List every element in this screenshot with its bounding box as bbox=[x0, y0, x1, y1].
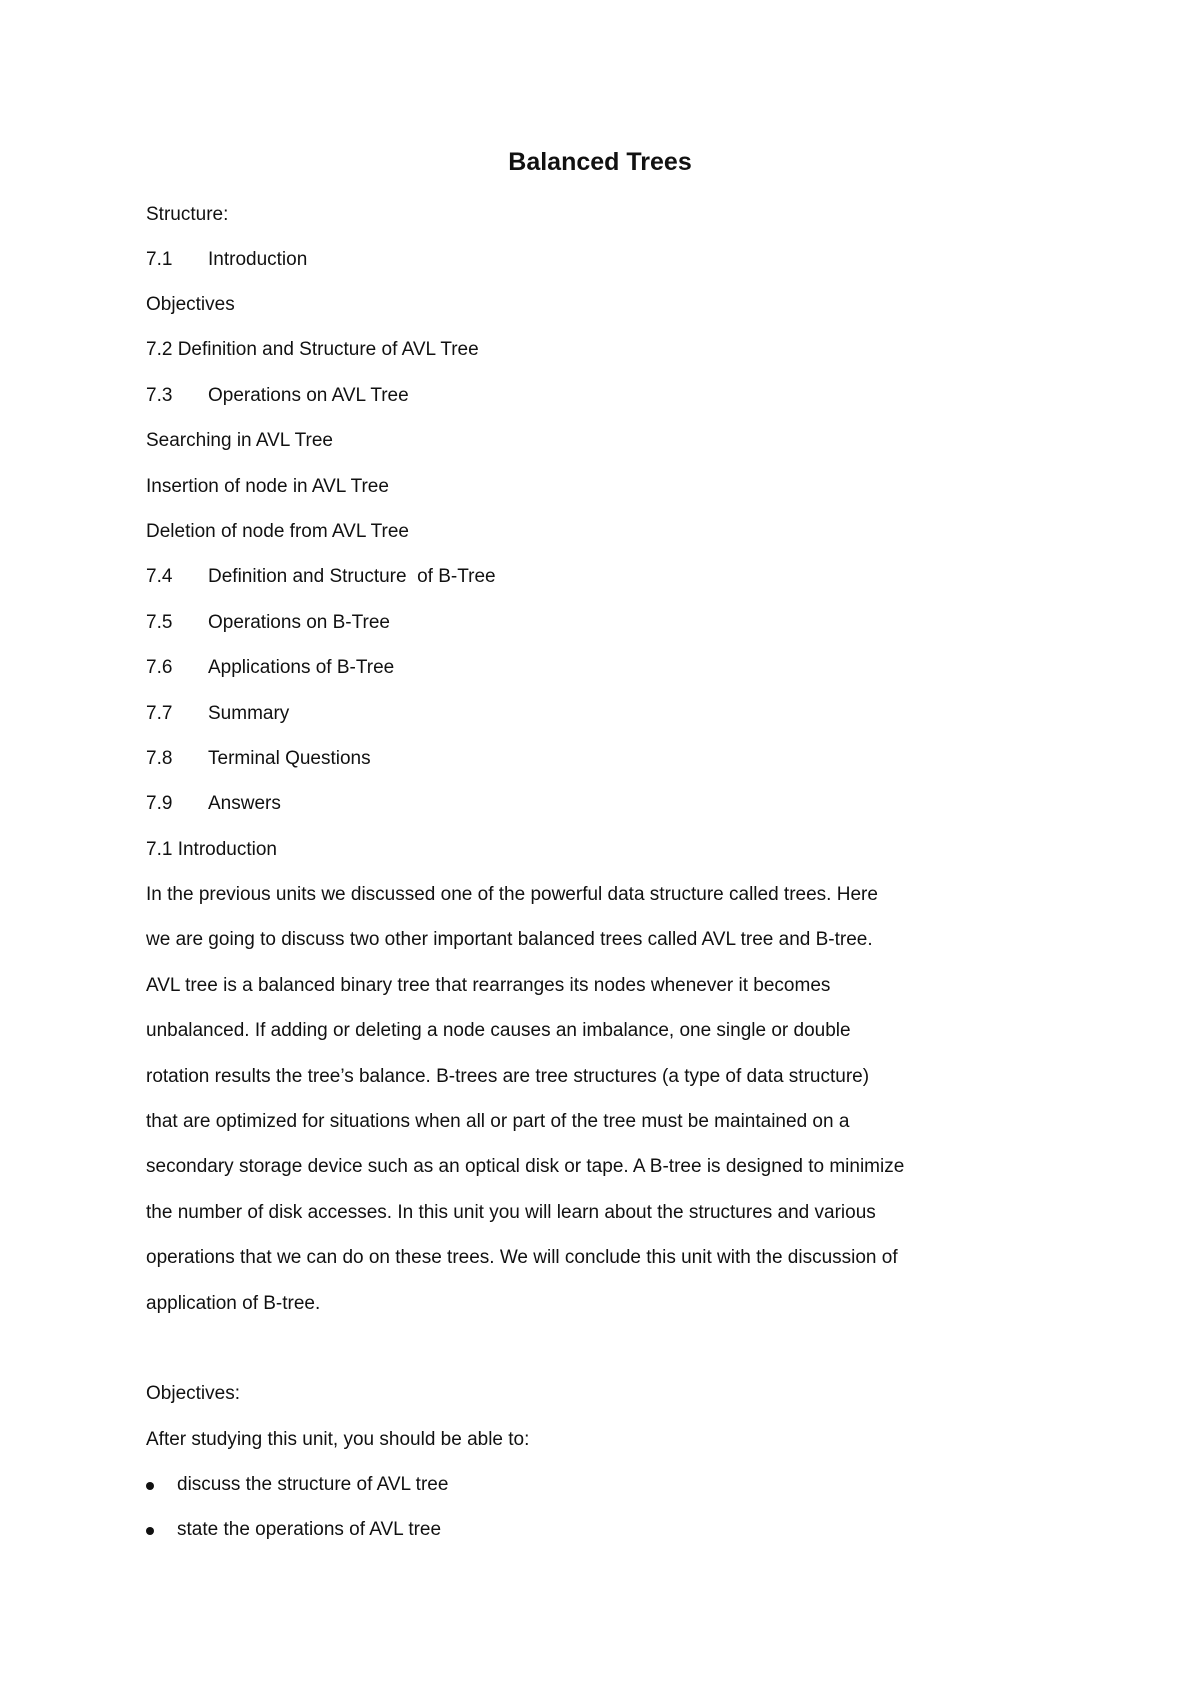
toc-text: Summary bbox=[208, 703, 290, 724]
toc-item bbox=[146, 611, 390, 635]
bullet-icon bbox=[146, 1527, 154, 1535]
toc-item bbox=[146, 747, 371, 771]
toc-text: Terminal Questions bbox=[208, 748, 371, 769]
objectives-heading: Objectives: bbox=[146, 1383, 240, 1404]
toc-number: 7.5 bbox=[146, 612, 173, 633]
list-item-text: state the operations of AVL tree bbox=[177, 1519, 442, 1540]
toc-text: Objectives bbox=[146, 294, 235, 315]
toc-text: 7.2 Definition and Structure of AVL Tree bbox=[146, 339, 479, 360]
toc-number: 7.3 bbox=[146, 385, 173, 406]
intro-paragraph: In the previous units we discussed one of the powerful data structure called trees. Here we are going to discuss two other important balanced trees called AVL tree and B-tree. AVL tree is a balanced binary tree that rearranges its nodes whenever it becomes unbalanced. If adding or deleting a node causes an imbalance, one single or double rotation results the tree’s balance. B-trees are tree structures (a type of data structure) that are optimized for situations when all or part of the tree must be maintained on a secondary storage device such as an optical disk or tape. A B-tree is designed to minimize the number of disk accesses. In this unit you will learn about the structures and various operations that we can do on these trees. We will conclude this unit with the discussion of application of B-tree. bbox=[146, 884, 905, 1314]
toc-text: Searching in AVL Tree bbox=[146, 430, 333, 451]
objectives-list bbox=[146, 1473, 448, 1563]
toc-item bbox=[146, 293, 235, 317]
toc-number: 7.7 bbox=[146, 703, 173, 724]
toc-number: 7.1 bbox=[146, 249, 173, 270]
toc-item bbox=[146, 384, 409, 408]
toc-item bbox=[146, 520, 409, 544]
list-item bbox=[146, 1473, 448, 1518]
toc-number: 7.8 bbox=[146, 748, 173, 769]
toc-item bbox=[146, 338, 479, 362]
toc-text: Operations on B-Tree bbox=[208, 612, 390, 633]
toc-text: Definition and Structure of B-Tree bbox=[208, 566, 496, 587]
toc-text: Applications of B-Tree bbox=[208, 657, 395, 678]
toc-item bbox=[146, 702, 289, 726]
list-item bbox=[146, 1518, 448, 1563]
page-title: Balanced Trees bbox=[508, 148, 692, 176]
toc-item bbox=[146, 248, 307, 272]
toc-number: 7.6 bbox=[146, 657, 173, 678]
toc-text: Answers bbox=[208, 793, 281, 814]
toc-number: 7.4 bbox=[146, 566, 173, 587]
toc-text: Operations on AVL Tree bbox=[208, 385, 409, 406]
toc-text: Introduction bbox=[208, 249, 308, 270]
toc-item bbox=[146, 475, 389, 499]
toc-item bbox=[146, 656, 394, 680]
toc-text: Deletion of node from AVL Tree bbox=[146, 521, 409, 542]
toc-item bbox=[146, 429, 333, 453]
bullet-icon bbox=[146, 1482, 154, 1490]
toc-item bbox=[146, 565, 496, 589]
toc-item bbox=[146, 792, 281, 816]
structure-label: Structure: bbox=[146, 204, 229, 225]
objectives-intro: After studying this unit, you should be able to: bbox=[146, 1429, 530, 1450]
toc-text: Insertion of node in AVL Tree bbox=[146, 476, 389, 497]
section-heading: 7.1 Introduction bbox=[146, 839, 277, 860]
list-item-text: discuss the structure of AVL tree bbox=[177, 1474, 449, 1495]
toc-number: 7.9 bbox=[146, 793, 173, 814]
